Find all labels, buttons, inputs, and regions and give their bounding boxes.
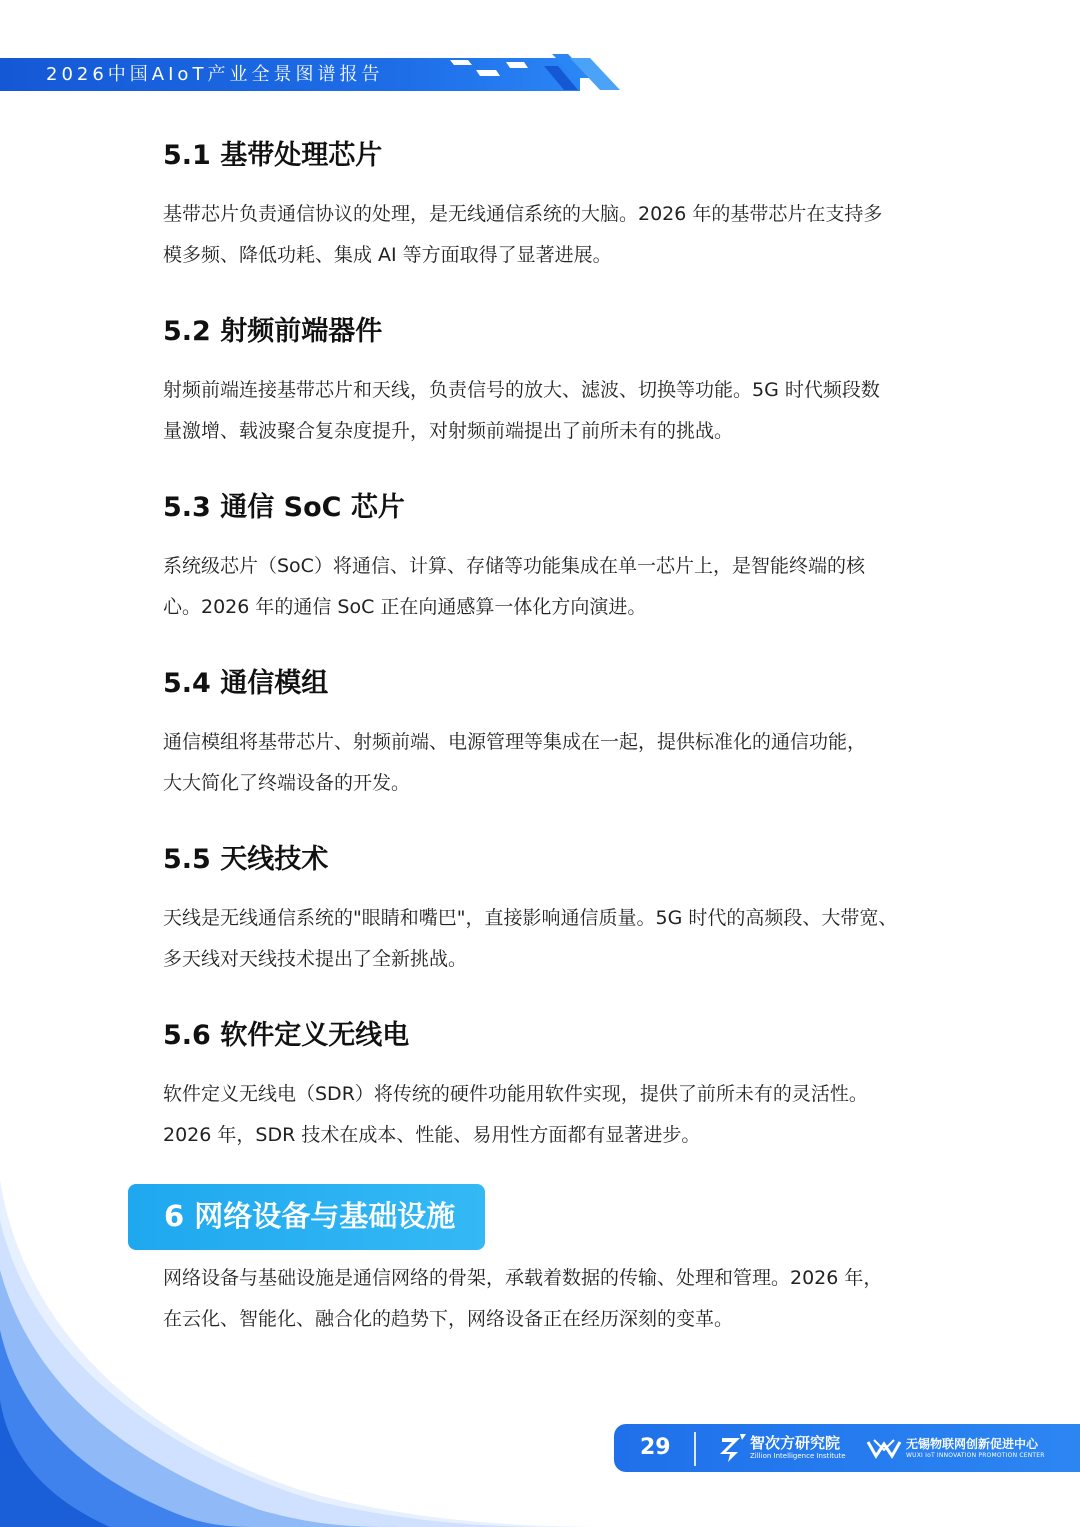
chapter-heading-box [128, 1184, 485, 1250]
body-line: 基带芯片负责通信协议的处理，是无线通信系统的大脑。2026 年的基带芯片在支持多 [163, 203, 883, 225]
section-body [163, 546, 923, 628]
section-body [163, 898, 923, 980]
zillion-logo-icon [718, 1432, 748, 1464]
body-line: 系统级芯片（SoC）将通信、计算、存储等功能集成在单一芯片上，是智能终端的核 [163, 555, 865, 577]
report-title: 2026中国AIoT产业全景图谱报告 [46, 64, 384, 85]
body-line: 多天线对天线技术提出了全新挑战。 [163, 948, 468, 970]
section-heading: 5.1 基带处理芯片 [163, 140, 383, 171]
logo1-subtitle: Zillion Intelligence Institute [750, 1452, 846, 1460]
body-line: 软件定义无线电（SDR）将传统的硬件功能用软件实现，提供了前所未有的灵活性。 [163, 1083, 868, 1105]
section-body [163, 1258, 923, 1340]
section-5-2 [163, 314, 923, 452]
body-line: 射频前端连接基带芯片和天线，负责信号的放大、滤波、切换等功能。5G 时代频段数 [163, 379, 880, 401]
footer-divider [694, 1432, 696, 1466]
chapter-6-intro [163, 1258, 923, 1340]
body-line: 通信模组将基带芯片、射频前端、电源管理等集成在一起，提供标准化的通信功能， [163, 731, 867, 753]
section-heading: 5.6 软件定义无线电 [163, 1020, 410, 1051]
body-line: 天线是无线通信系统的"眼睛和嘴巴"，直接影响通信质量。5G 时代的高频段、大带宽、 [163, 907, 898, 929]
section-5-6 [163, 1018, 923, 1156]
logo2-subtitle: WUXI IoT INNOVATION PROMOTION CENTER [906, 1452, 1045, 1459]
body-line: 模多频、降低功耗、集成 AI 等方面取得了显著进展。 [163, 244, 612, 266]
section-body [163, 194, 923, 276]
section-heading: 5.5 天线技术 [163, 844, 329, 875]
section-heading: 5.3 通信 SoC 芯片 [163, 492, 405, 523]
logo1-name: 智次方研究院 [750, 1434, 841, 1452]
section-body [163, 370, 923, 452]
body-line: 心。2026 年的通信 SoC 正在向通感算一体化方向演进。 [163, 596, 647, 618]
section-5-3 [163, 490, 923, 628]
body-line: 在云化、智能化、融合化的趋势下，网络设备正在经历深刻的变革。 [163, 1308, 734, 1330]
page-number: 29 [640, 1435, 671, 1460]
header-decoration-icon [440, 52, 630, 92]
chapter-title: 6 网络设备与基础设施 [164, 1199, 456, 1233]
body-line: 大大简化了终端设备的开发。 [163, 772, 411, 794]
section-body [163, 1074, 923, 1156]
logo2-name: 无锡物联网创新促进中心 [906, 1437, 1039, 1451]
section-5-4 [163, 666, 923, 804]
body-line: 量激增、载波聚合复杂度提升，对射频前端提出了前所未有的挑战。 [163, 420, 734, 442]
wuxi-logo-icon [866, 1436, 902, 1460]
section-heading: 5.4 通信模组 [163, 668, 329, 699]
body-line: 2026 年，SDR 技术在成本、性能、易用性方面都有显著进步。 [163, 1124, 701, 1146]
section-heading: 5.2 射频前端器件 [163, 316, 383, 347]
body-line: 网络设备与基础设施是通信网络的骨架，承载着数据的传输、处理和管理。2026 年， [163, 1267, 883, 1289]
section-5-5 [163, 842, 923, 980]
section-5-1 [163, 138, 923, 276]
section-body [163, 722, 923, 804]
footer-band [614, 1424, 1080, 1472]
